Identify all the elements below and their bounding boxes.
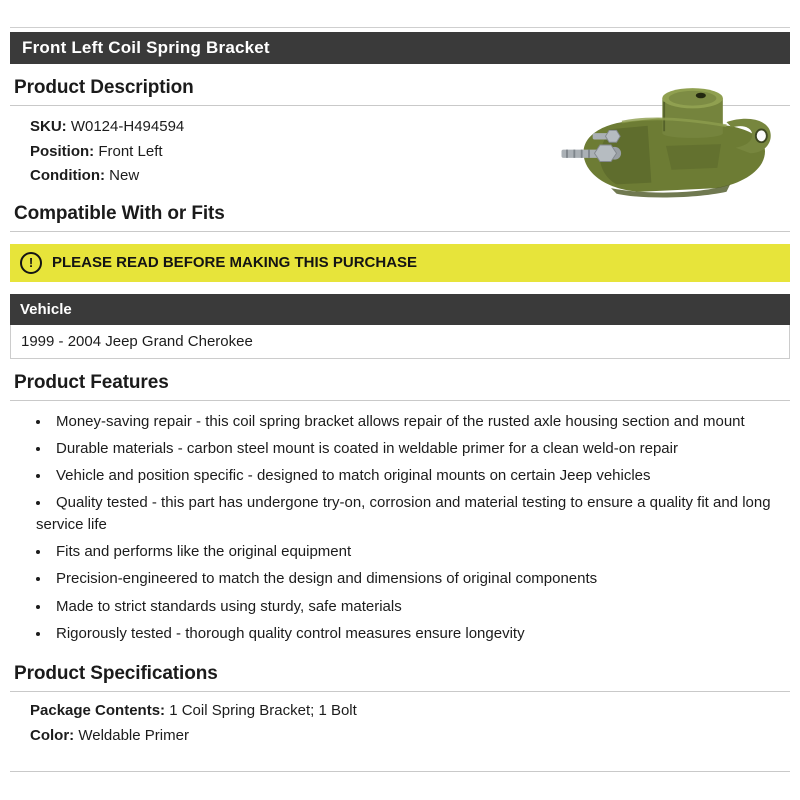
bottom-divider (10, 771, 790, 772)
product-specifications-fields (10, 692, 790, 747)
coil-spring-bracket-illustration (556, 64, 776, 204)
feature-item: • Precision-engineered to match the design and dimensions of original components (36, 568, 790, 589)
vehicle-table-header: Vehicle (10, 294, 790, 325)
top-divider (10, 27, 790, 28)
position-value: Front Left (98, 142, 163, 160)
sku-value: W0124-H494594 (70, 118, 185, 135)
color-field (30, 725, 790, 748)
features-list (10, 411, 790, 645)
feature-item: • Rigorously tested - thorough quality control measures ensure longevity (36, 623, 790, 644)
feature-item: • Durable materials - carbon steel mount is coated in weldable primer for a clean weld-on repair (36, 438, 790, 459)
product-specifications-heading: Product Specifications (10, 650, 790, 692)
product-image (556, 64, 776, 204)
feature-item: • Made to strict standards using sturdy, safe materials (36, 596, 790, 617)
feature-item: • Quality tested - this part has undergone try-on, corrosion and material testing to ensure a quality fit and long service life (36, 492, 790, 535)
product-description-heading: Product Description (10, 64, 790, 106)
feature-item: • Vehicle and position specific - designed to match original mounts on certain Jeep vehicles (36, 465, 790, 486)
condition-value: New (109, 167, 140, 184)
warning-text: PLEASE READ BEFORE MAKING THIS PURCHASE (52, 254, 418, 271)
sku-label: SKU: (30, 118, 67, 135)
package-contents-value: 1 Coil Spring Bracket; 1 Bolt (169, 702, 357, 720)
compatible-with-heading: Compatible With or Fits (10, 190, 790, 232)
title-bar (10, 32, 790, 64)
feature-item: • Fits and performs like the original equipment (36, 541, 790, 562)
feature-item: • Money-saving repair - this coil spring bracket allows repair of the rusted axle housing section and mount (36, 411, 790, 432)
package-contents-field (30, 700, 790, 723)
warning-banner (10, 244, 790, 282)
color-label: Color: (30, 726, 75, 744)
package-contents-label: Package Contents: (30, 702, 166, 720)
vehicle-table-row: 1999 - 2004 Jeep Grand Cherokee (10, 325, 790, 359)
color-value: Weldable Primer (78, 726, 189, 744)
exclamation-circle-icon: ! (20, 252, 42, 274)
condition-label: Condition: (30, 167, 105, 184)
product-features-heading: Product Features (10, 359, 790, 401)
page-title: Front Left Coil Spring Bracket (22, 38, 270, 57)
position-label: Position: (30, 142, 95, 160)
